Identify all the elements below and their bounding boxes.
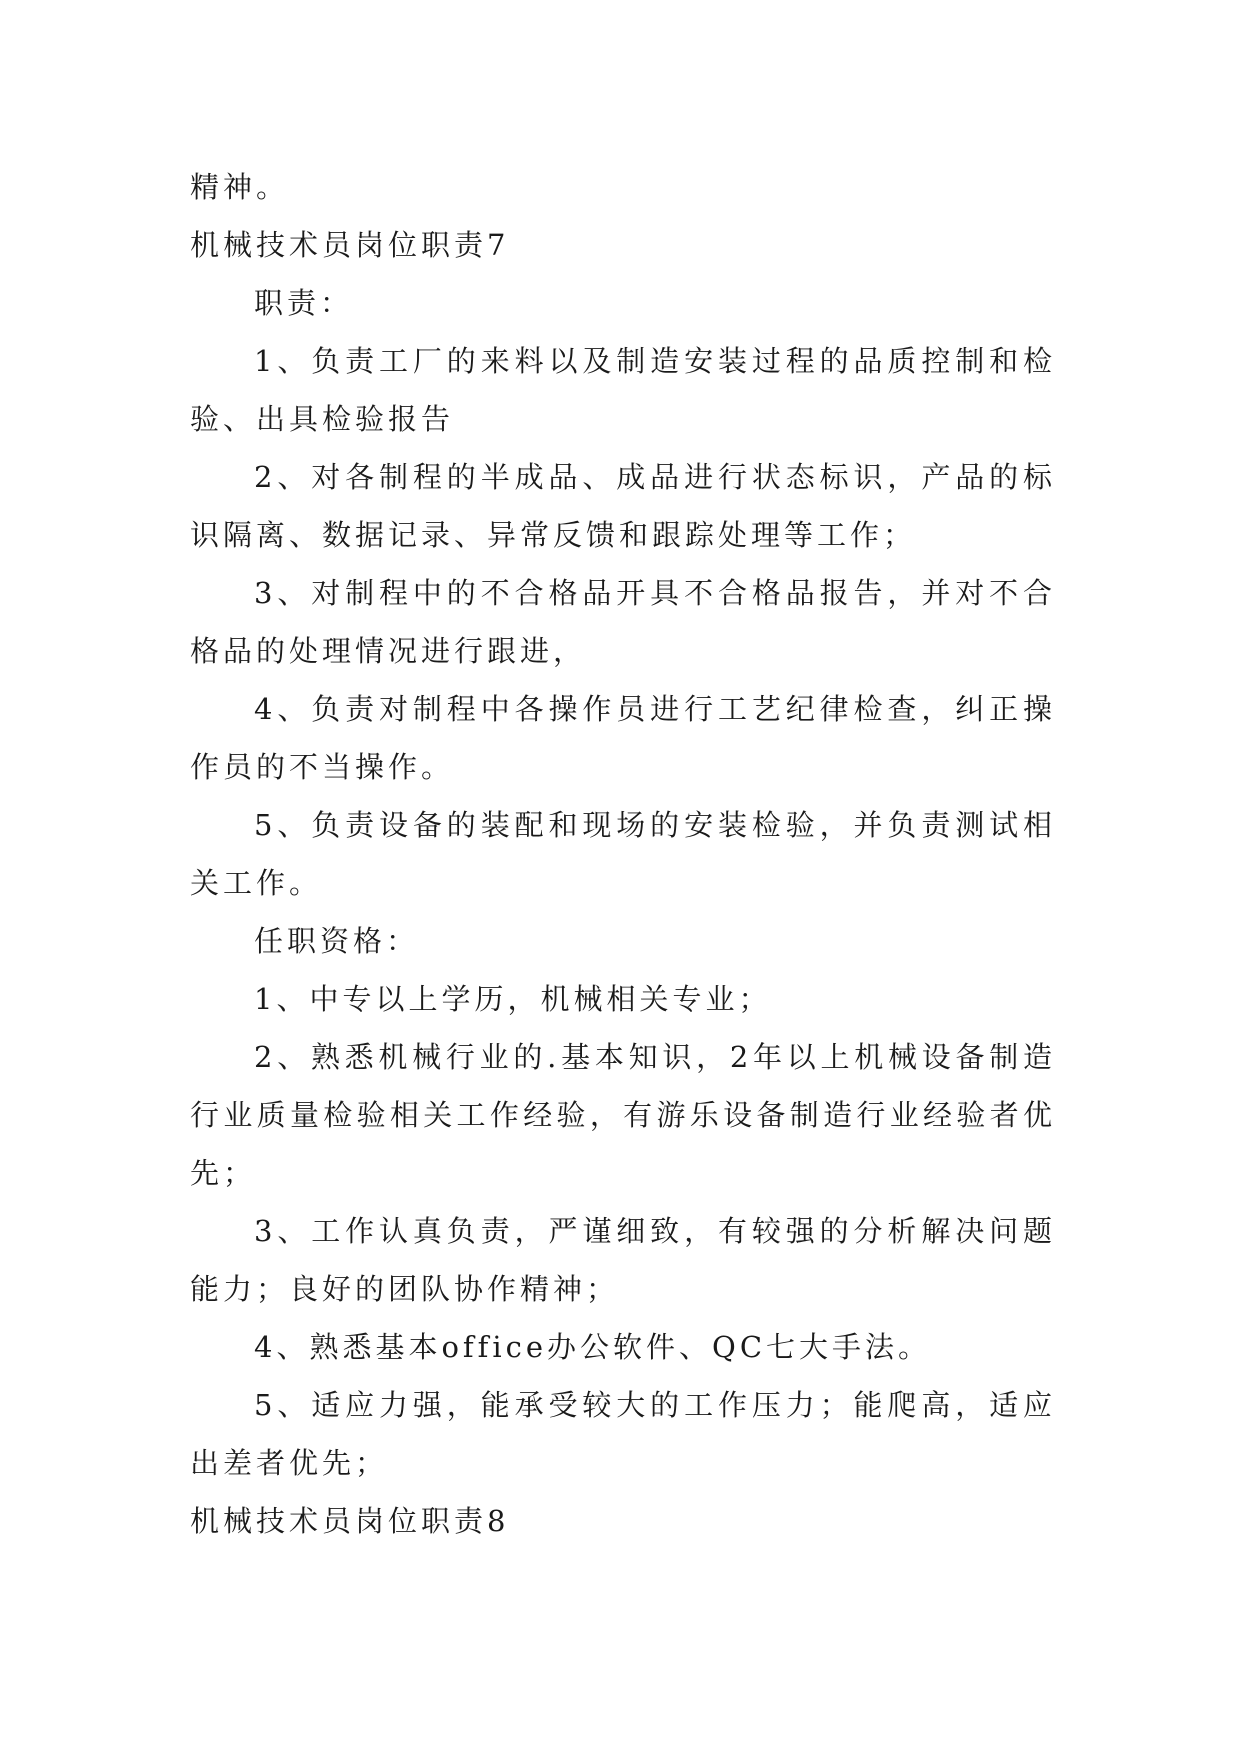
qualification-item-4: 4、熟悉基本office办公软件、QC七大手法。	[254, 1330, 932, 1364]
qualification-item-3: 3、工作认真负责，严谨细致，有较强的分析解决问题能力；良好的团队协作精神；	[190, 1214, 1056, 1306]
qualification-item-5: 5、适应力强，能承受较大的工作压力；能爬高，适应出差者优先；	[190, 1388, 1056, 1480]
qualifications-label: 任职资格：	[254, 924, 420, 958]
section-heading-7: 机械技术员岗位职责7	[190, 228, 510, 262]
duties-label: 职责：	[254, 286, 354, 320]
paragraph-continuation: 精神。	[190, 170, 290, 204]
duty-item-3: 3、对制程中的不合格品开具不合格品报告，并对不合格品的处理情况进行跟进，	[190, 576, 1056, 668]
duty-item-2: 2、对各制程的半成品、成品进行状态标识，产品的标识隔离、数据记录、异常反馈和跟踪处理等工作；	[190, 460, 1056, 552]
section-heading-8: 机械技术员岗位职责8	[190, 1504, 510, 1538]
qualification-item-2: 2、熟悉机械行业的.基本知识，2年以上机械设备制造行业质量检验相关工作经验，有游乐设备制造行业经验者优先；	[190, 1040, 1056, 1190]
duty-item-5: 5、负责设备的装配和现场的安装检验，并负责测试相关工作。	[190, 808, 1056, 900]
document-body	[190, 158, 1056, 1550]
duty-item-1: 1、负责工厂的来料以及制造安装过程的品质控制和检验、出具检验报告	[190, 344, 1056, 436]
duty-item-4: 4、负责对制程中各操作员进行工艺纪律检查，纠正操作员的不当操作。	[190, 692, 1056, 784]
qualification-item-1: 1、中专以上学历，机械相关专业；	[254, 982, 772, 1016]
